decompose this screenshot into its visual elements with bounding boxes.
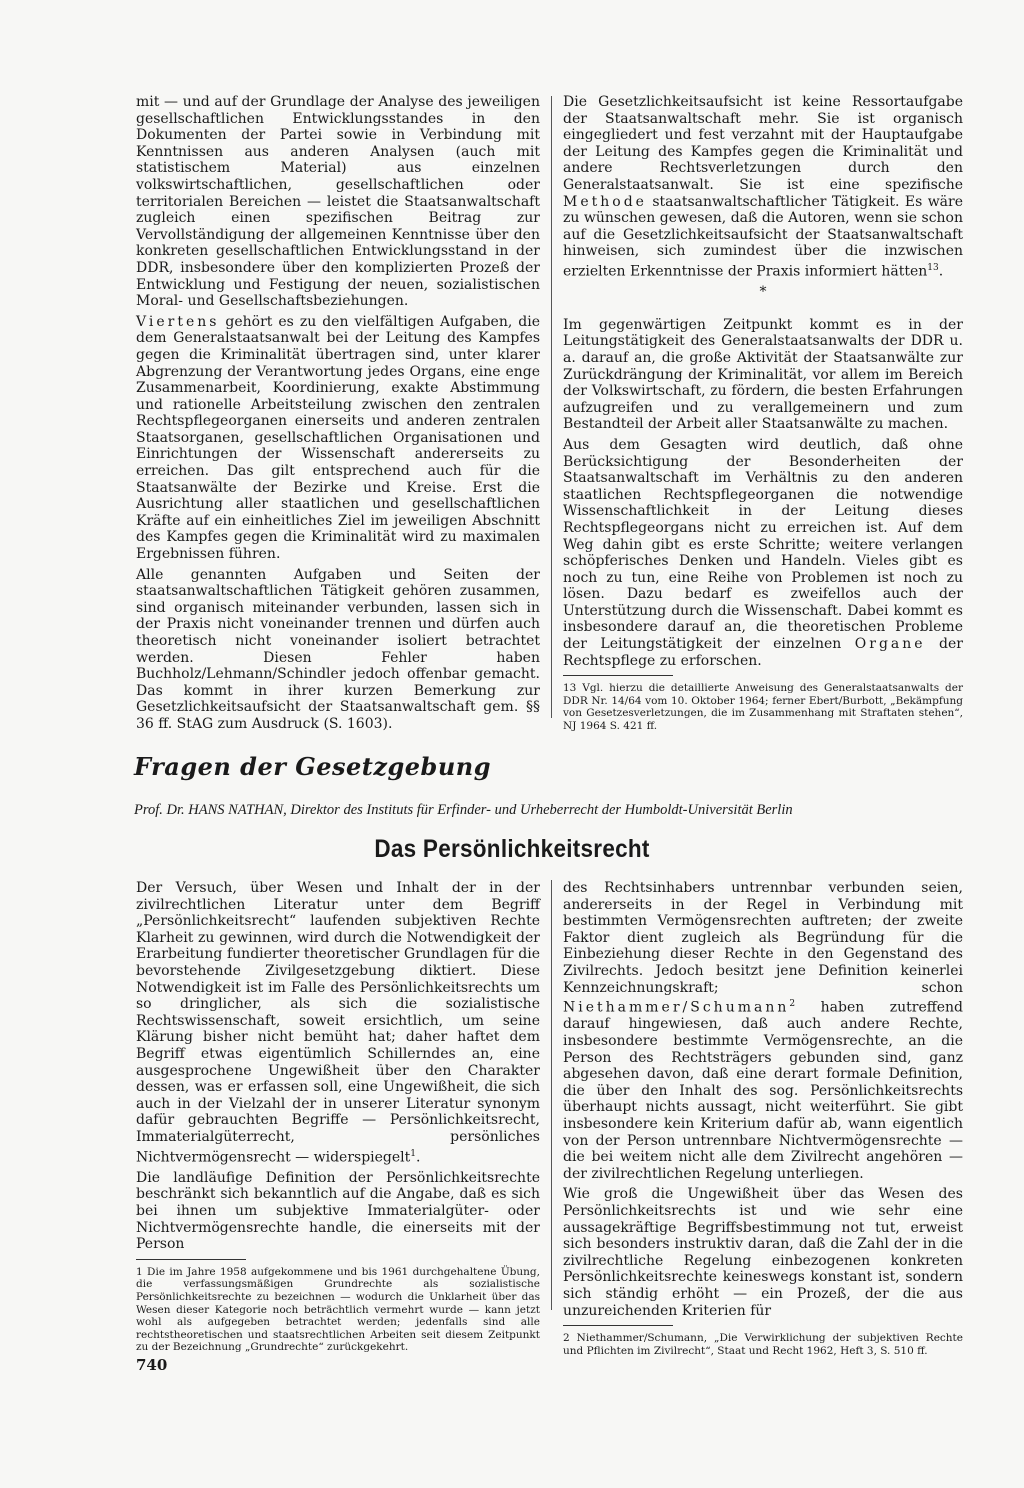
text: Die Gesetzlichkeitsaufsicht ist keine Ressortaufgabe der Staatsanwaltschaft mehr. Sie ist organisch eingegliedert und fest verzahnt mit der Hauptaufgabe der Leitung des Kampfes gegen die Kriminalität und andere Rechtsverletzungen durch den Generalstaatsanwalt. Sie ist eine spezifische xyxy=(563,94,963,193)
paragraph: Alle genannten Aufgaben und Seiten der staatsanwaltschaftlichen Tätigkeit gehören zusammen, sind organisch miteinander verbunden, lassen sich in der Praxis nicht voneinander trennen und dürfen auch theoretisch nicht voneinander isoliert betrachtet werden. Diesen Fehler haben Buchholz/Lehmann/Schindler jedoch offenbar gemacht. Das kommt in ihrer kurzen Bemerkung zur Gesetzlichkeitsaufsicht der Staatsanwaltschaft gem. §§ 36 ff. StAG zum Ausdruck (S. 1603). xyxy=(136,566,540,732)
top-left-column xyxy=(136,94,540,737)
paragraph: Die landläufige Definition der Persönlichkeitsrechte beschränkt sich bekanntlich auf die Angabe, daß es sich bei ihnen um subjektive Immaterialgüter- oder Nichtvermögensrechte handle, die einerseits mit der Person xyxy=(136,1169,540,1253)
text: staatsanwaltschaftlicher Tätigkeit. Es wäre zu wünschen gewesen, daß die Autoren, wenn sie schon auf die Gesetzlichkeitsaufsicht der Staatsanwaltschaft hinweisen, sich zumindest über die inzwischen erzielten Erkenntnisse der Praxis informiert hätten xyxy=(563,193,963,280)
paragraph: Wie groß die Ungewißheit über das Wesen des Persönlichkeitsrechts ist und wie sehr eine aussagekräftige Begriffsbestimmung not tut, erweist sich besonders instruktiv daran, daß die Zahl der in die zivilrechtliche Regelung einbezogenen konkreten Persönlichkeitsrechte keineswegs konstant ist, sondern sich ständig erhöht — ein Prozeß, der die aus unzureichenden Kriterien für xyxy=(563,1186,963,1319)
author-line: Prof. Dr. HANS NATHAN, Direktor des Instituts für Erfinder- und Urheberrecht der Humboldt-Universität Berlin xyxy=(134,802,793,818)
footnote-1: 1 Die im Jahre 1958 aufgekommene und bis 1961 durchgehaltene Übung, die verfassungsmäßigen Grundrechte als sozialistische Persönlichkeitsrechte zu bezeichnen — wodurch die Unklarheit über das Wesen dieser Kategorie noch beträchtlich vermehrt wurde — kann jetzt wohl als aufgegeben betrachtet werden; jedenfalls sind alle rechtstheoretischen und staatsrechtlichen Arbeiten seit diesem Zeitpunkt zu der Bezeichnung „Grundrechte“ zurückgekehrt. xyxy=(136,1265,540,1354)
footnote-ref: 13 xyxy=(927,262,939,273)
footnote-13: 13 Vgl. hierzu die detaillierte Anweisung des Generalstaatsanwalts der DDR Nr. 14/64 vom 10. Oktober 1964; ferner Ebert/Burbott, „Bekämpfung von Gesetzesverletzungen, die im Zusammenhang mit Straftaten stehen“, NJ 1964 S. 421 ff. xyxy=(563,682,963,733)
top-right-column xyxy=(563,94,963,733)
text: haben zutreffend darauf hingewiesen, daß auch andere Rechte, insbesondere bestimmte Vermögensrechte, an die Person des Rechtsträgers gebunden sind, ganz abgesehen davon, daß eine derart formale Definition, die über den Inhalt des sog. Persönlichkeitsrechts überhaupt nichts aussagt, nicht weiterführt. Sie gibt insbesondere kein Kriterium dafür ab, wann eigentlich von der Person untrennbare Nichtvermögensrechte — die bei weitem nicht alle dem Zivilrecht angehören — der zivilrechtlichen Regelung unterliegen. xyxy=(563,999,963,1182)
text: . xyxy=(938,263,944,280)
paragraph: Im gegenwärtigen Zeitpunkt kommt es in der Leitungstätigkeit des Generalstaatsanwalts der DDR u. a. darauf an, die große Aktivität der Staatsanwälte zur Zurückdrängung der Kriminalität, vor allem im Bereich der Volkswirtschaft, zu fördern, die besten Erfahrungen aufzugreifen und zu verallgemeinern und zum Bestandteil der Arbeit aller Staatsanwälte zu machen. xyxy=(563,316,963,433)
text: der Rechtspflege zu erforschen. xyxy=(563,636,963,669)
column-divider xyxy=(551,880,552,1310)
article-right-column xyxy=(563,880,963,1357)
paragraph xyxy=(136,880,540,1166)
section-heading: Fragen der Gesetzgebung xyxy=(134,752,491,781)
footnote-rule xyxy=(563,675,673,676)
emphasized-word: Organe xyxy=(854,636,926,653)
footnote-2: 2 Niethammer/Schumann, „Die Verwirklichung der subjektiven Rechte und Pflichten im Zivilrecht“, Staat und Recht 1962, Heft 3, S. 510 ff. xyxy=(563,1332,963,1357)
paragraph: mit — und auf der Grundlage der Analyse des jeweiligen gesellschaftlichen Entwicklungsstandes in den Dokumenten der Partei sowie in Verbindung mit Kenntnissen aus anderen Analysen (auch mit statistischem Material) aus einzelnen volkswirtschaftlichen, gesellschaftlichen oder territorialen Bereichen — leistet die Staatsanwaltschaft zugleich einen spezifischen Beitrag zur Vervollständigung der allgemeinen Kenntnisse über den konkreten gesellschaftlichen Entwicklungsstand in der DDR, insbesondere über den komplizierten Prozeß der Entwicklung und Festigung der neuen, sozialistischen Moral- und Gesellschaftsbeziehungen. xyxy=(136,94,540,310)
paragraph-viertens xyxy=(136,314,540,563)
emphasized-word: Viertens xyxy=(136,313,220,330)
footnote-rule xyxy=(136,1259,246,1260)
page-number: 740 xyxy=(136,1356,168,1374)
article-left-column xyxy=(136,880,540,1354)
paragraph xyxy=(563,94,963,280)
text: Der Versuch, über Wesen und Inhalt der in der zivilrechtlichen Literatur unter dem Begriff „Persönlichkeitsrecht“ laufenden subjektiven Rechte Klarheit zu gewinnen, wird durch die Notwendigkeit der Erarbeitung fundierter theoretischer Grundlagen für die bevorstehende Zivilgesetzgebung diktiert. Diese Notwendigkeit ist im Falle des Persönlichkeitsrechts um so dringlicher, als sich die sozialistische Rechtswissenschaft, soweit ersichtlich, um seine Klärung bisher nicht bemüht hat; daher haftet dem Begriff etwas eigentümlich Schillerndes an, eine ausgesprochene Ungewißheit über den Charakter dessen, was er erfassen soll, eine Ungewißheit, die sich auch in der Vielzahl der in unserer Literatur synonym dafür gebrauchten Begriffe — Persönlichkeitsrecht, Immaterialgüterrecht, persönliches Nichtvermögensrecht — widerspiegelt xyxy=(136,880,540,1166)
column-divider xyxy=(551,96,552,718)
paragraph xyxy=(563,880,963,1182)
text: des Rechtsinhabers untrennbar verbunden seien, andererseits in der Regel in Verbindung mit bestimmten Vermögensrechten auftreten; der zweite Faktor dient zugleich als Begründung für die Einbeziehung dieser Rechte in den Gegenstand des Zivilrechts. Jedoch besitzt jene Definition keinerlei Kennzeichnungskraft; schon xyxy=(563,880,963,996)
section-separator: * xyxy=(759,284,767,301)
text: . xyxy=(416,1149,421,1166)
footnote-ref: 1 xyxy=(410,1148,417,1159)
paragraph-text: gehört es zu den vielfältigen Aufgaben, die dem Generalstaatsanwalt bei der Leitung des Kampfes gegen die Kriminalität übertragen sind, unter klarer Abgrenzung der Verantwortung jedes Organs, eine enge Zusammenarbeit, Koordinierung, exakte Abstimmung und rationelle Arbeitsteilung zwischen den zentralen Rechtspflegeorganen einerseits und anderen zentralen Staatsorganen, gesellschaftlichen Organisationen und Einrichtungen der Wissenschaft andererseits zu erreichen. Das gilt entsprechend auch für die Staatsanwälte der Bezirke und Kreise. Erst die Ausrichtung aller staatlichen und gesellschaftlichen Kräfte auf ein einheitliches Ziel im jeweiligen Abschnitt des Kampfes gegen die Kriminalität wird zu maximalen Ergebnissen führen. xyxy=(136,313,540,563)
paragraph xyxy=(563,437,963,669)
text: Aus dem Gesagten wird deutlich, daß ohne Berücksichtigung der Besonderheiten der Staatsanwaltschaft im Verhältnis zu den anderen staatlichen Rechtspflegeorganen die notwendige Wissenschaftlichkeit in der Leitung dieses Rechtspflegeorgans nicht zu erreichen ist. Auf dem Weg dahin gibt es erste Schritte; weitere verlangen schöpferisches Denken und Handeln. Vieles gibt es noch zu tun, eine Reihe von Problemen ist noch zu lösen. Dazu bedarf es zweifellos auch der Unterstützung durch die Wissenschaft. Dabei kommt es insbesondere darauf an, die theoretischen Probleme der Leitungstätigkeit der einzelnen xyxy=(563,436,963,653)
emphasized-word: Methode xyxy=(563,193,647,210)
article-title: Das Persönlichkeitsrecht xyxy=(374,835,650,863)
emphasized-word: Niethammer/Schumann xyxy=(563,999,790,1016)
footnote-ref: 2 xyxy=(789,999,796,1010)
footnote-rule xyxy=(563,1325,673,1326)
